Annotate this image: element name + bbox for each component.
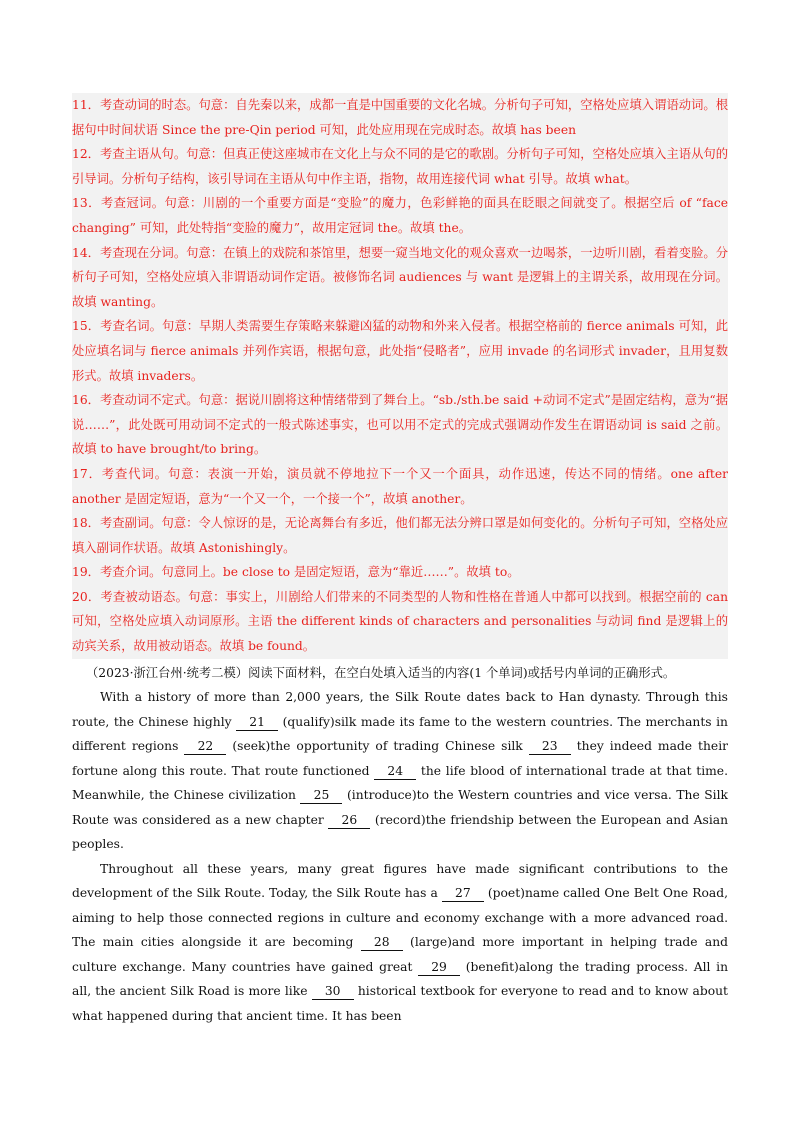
blank-21: 21 xyxy=(236,715,278,731)
passage-text: Throughout all these years, many great figures have made significant contributions to the development of the Silk Route. Today, the Silk Route has a xyxy=(72,861,728,901)
answer-explanations xyxy=(72,93,728,659)
answer-15: 15．考查名词。句意：早期人类需要生存策略来躲避凶猛的动物和外来入侵者。根据空格前的 fierce animals 可知，此处应填名词与 fierce animals 并列作宾语，根据句意，此处指“侵略者”，应用 invade 的名词形式 invader，且用复数形式。故填 invaders。 xyxy=(72,319,728,383)
answer-20: 20．考查被动语态。句意：事实上，川剧给人们带来的不同类型的人物和性格在普通人中都可以找到。根据空前的 can 可知，空格处应填入动词原形。主语 the different kinds of characters and personalities 与动词 find 是逻辑上的动宾关系，故用被动语态。故填 be found。 xyxy=(72,589,728,654)
passage-text: (poet)name called One Belt One Road, aiming to help those connected regions in culture and economy exchange with a more advanced road. The main cities alongside it are becoming xyxy=(72,886,728,950)
blank-29: 29 xyxy=(418,960,460,976)
blank-26: 26 xyxy=(328,813,370,829)
answer-13: 13．考查冠词。句意：川剧的一个重要方面是“变脸”的魔力，色彩鲜艳的面具在眨眼之间就变了。根据空后 of “face changing” 可知，此处特指“变脸的魔力”，故用定冠词 the。故填 the。 xyxy=(72,196,728,235)
passage-text: they indeed made their fortune along this route. That route functioned xyxy=(72,739,729,778)
blank-25: 25 xyxy=(300,788,342,804)
answer-12: 12．考查主语从句。句意：但真正使这座城市在文化上与众不同的是它的歌剧。分析句子可知，空格处应填入主语从句的引导词。分析句子结构，该引导词在主语从句中作主语，指物，故用连接代词 what 引导。故填 what。 xyxy=(72,147,728,186)
passage-paragraph-2 xyxy=(72,857,728,1029)
exercise-source-line: （2023·浙江台州·统考二模）阅读下面材料，在空白处填入适当的内容(1 个单词)或括号内单词的正确形式。 xyxy=(86,665,676,680)
passage-text: (large)and more important in helping trade and culture exchange. Many countries have gained great xyxy=(72,935,728,974)
blank-24: 24 xyxy=(374,764,416,780)
passage-text: historical textbook for everyone to read and to know about what happened during that ancient time. It has been xyxy=(72,984,729,1023)
answer-18: 18．考查副词。句意：令人惊讶的是，无论离舞台有多近，他们都无法分辨口罩是如何变化的。分析句子可知，空格处应填入副词作状语。故填 Astonishingly。 xyxy=(72,516,728,555)
passage-text: (qualify)silk made its fame to the western countries. The merchants in different regions xyxy=(72,714,728,754)
blank-28: 28 xyxy=(361,935,403,951)
blank-30: 30 xyxy=(312,984,354,1000)
answer-14: 14．考查现在分词。句意：在镇上的戏院和茶馆里，想要一窥当地文化的观众喜欢一边喝茶，一边听川剧，看着变脸。分析句子可知，空格处应填入非谓语动词作定语。被修饰名词 audiences 与 want 是逻辑上的主谓关系，故用现在分词。故填 wanting。 xyxy=(72,245,728,309)
passage-text: (introduce)to the Western countries and vice versa. The Silk Route was considered as a new chapter xyxy=(72,788,728,827)
passage-text: the life blood of international trade at that time. Meanwhile, the Chinese civilization xyxy=(72,763,728,803)
reading-passage xyxy=(72,685,728,1028)
passage-text: (seek)the opportunity of trading Chinese silk xyxy=(226,739,529,754)
answer-17: 17．考查代词。句意：表演一开始，演员就不停地拉下一个又一个面具，动作迅速，传达不同的情绪。one after another 是固定短语，意为“一个又一个，一个接一个”，故填 another。 xyxy=(72,466,728,506)
passage-text: (record)the friendship between the European and Asian peoples. xyxy=(72,812,729,852)
answer-16: 16．考查动词不定式。句意：据说川剧将这种情绪带到了舞台上。“sb./sth.be said +动词不定式”是固定结构，意为“据说……”，此处既可用动词不定式的一般式陈述事实，也可以用不定式的完成式强调动作发生在谓语动词 is said 之前。故填 to have brought/to bring。 xyxy=(72,393,728,457)
passage-text: With a history of more than 2,000 years, the Silk Route dates back to Han dynasty. Through this route, the Chinese highly xyxy=(72,690,728,729)
passage-paragraph-1 xyxy=(72,685,728,857)
answer-19: 19．考查介词。句意同上。be close to 是固定短语，意为“靠近……”。故填 to。 xyxy=(72,565,520,580)
document-page xyxy=(72,93,728,1028)
answer-11: 11．考查动词的时态。句意：自先秦以来，成都一直是中国重要的文化名城。分析句子可知，空格处应填入谓语动词。根据句中时间状语 Since the pre-Qin period 可知，此处应用现在完成时态。故填 has been xyxy=(72,98,728,137)
blank-27: 27 xyxy=(442,886,484,902)
passage-text: (benefit)along the trading process. All in all, the ancient Silk Road is more like xyxy=(72,959,728,999)
blank-22: 22 xyxy=(184,739,226,755)
blank-23: 23 xyxy=(529,739,571,755)
